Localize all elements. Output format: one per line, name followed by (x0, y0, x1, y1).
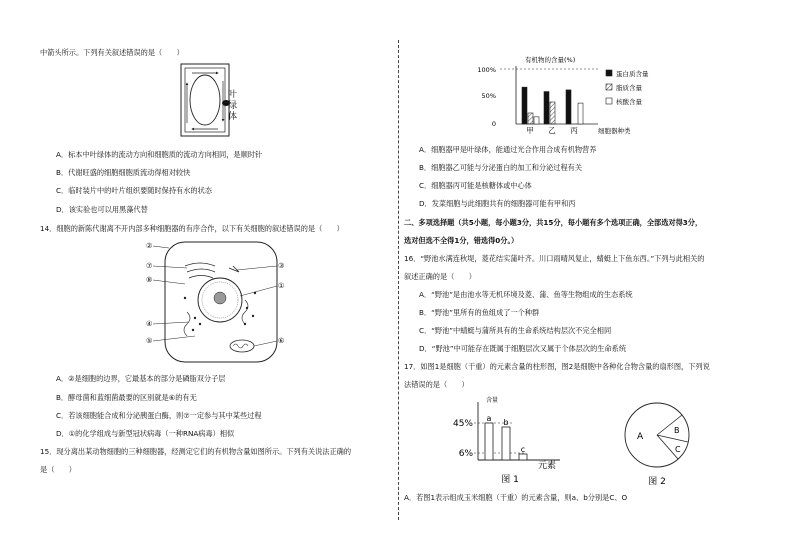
q14-option-b: B．酵母菌和蓝细菌最要的区别就是⑥的有无 (56, 393, 197, 402)
cell-label-2: ② (146, 241, 153, 250)
q15-option-d: D．发菜细胞与此细胞共有的细胞器可能有甲和丙 (419, 199, 576, 208)
q13-option-b: B．代谢旺盛的细胞细胞质流动得相对较快 (56, 168, 191, 177)
bar-甲-核酸含量 (534, 117, 539, 124)
cell-label-4: ④ (146, 319, 153, 328)
cell-label-6: ⑥ (278, 336, 285, 345)
cell-label-8: ⑧ (146, 275, 153, 284)
cell-label-3: ③ (278, 261, 285, 270)
fig1-tick-45: 45% (452, 419, 473, 429)
pie-divider-2 (657, 435, 688, 442)
legend-swatch-蛋白质含量 (606, 70, 612, 76)
q17-stem-line2: 法错误的是（ ） (404, 380, 469, 389)
cell-membrane (185, 68, 225, 132)
vacuole (190, 75, 220, 125)
chart-xlabel: 细胞器种类 (598, 127, 631, 135)
figure-2-compound-pie (622, 400, 702, 490)
q13-option-a: A．标本中叶绿体的流动方向和细胞质的流动方向相同，是顺时针 (56, 150, 263, 159)
bar-甲-蛋白质含量 (522, 87, 527, 124)
q16-option-b: B．“野池”里所有的鱼组成了一个种群 (419, 308, 540, 317)
leaf-cell-figure (180, 63, 260, 138)
q13-intro: 中箭头所示。下列有关叙述错误的是（ ） (40, 48, 184, 57)
q16-stem-line1: 16．“野池水满连秋堤，菱花结实蒲叶齐。川口雨晴风复止，蜻蜓上下鱼东西。”下列与此相关的 (404, 254, 705, 263)
q14-option-a: A．②是细胞的边界，它最基本的部分是磷脂双分子层 (56, 374, 226, 383)
x-tick-丙: 丙 (570, 126, 578, 135)
bar-乙-脂质含量 (550, 102, 555, 124)
bar-丙-核酸含量 (578, 103, 583, 124)
bar-c-label: c (520, 445, 526, 454)
animal-cell-figure (145, 238, 295, 368)
fig1-ylabel: 含量 (486, 397, 499, 404)
pie-label-a: A (637, 432, 644, 442)
q15-option-a: A．细胞器甲是叶绿体，能通过光合作用合成有机物营养 (419, 145, 597, 154)
fig1-tick-6: 6% (458, 449, 473, 459)
legend-label-脂质含量: 脂质含量 (616, 84, 642, 92)
q14-option-c: C．若该细胞能合成和分泌胰蛋白酶，则⑦一定参与其中某些过程 (56, 411, 262, 420)
bar-a-label: a (486, 414, 492, 423)
q15-stem-line2: 是（ ） (40, 465, 76, 474)
legend-swatch-脂质含量 (606, 84, 612, 90)
q16-stem-line2: 叙述正确的是（ ） (404, 272, 476, 281)
legend-swatch-核酸含量 (606, 98, 612, 104)
q14-option-d: D．①的化学组成与新型冠状病毒（一种RNA病毒）相似 (56, 429, 235, 438)
x-tick-乙: 乙 (548, 126, 556, 135)
nucleolus (214, 292, 226, 304)
bar-甲-脂质含量 (528, 113, 533, 124)
legend-label-蛋白质含量: 蛋白质含量 (616, 70, 649, 78)
y-tick-0: 0 (491, 120, 496, 128)
section-title: 二、多项选择题（共5小题，每小题3分，共15分，每小题有多个选项正确，全部选对得3分， (404, 218, 703, 227)
bar-b (502, 427, 510, 460)
legend-label-核酸含量: 核酸含量 (616, 98, 642, 106)
q16-option-d: D．“野池”中可能存在既属于细胞层次又属于个体层次的生命系统 (419, 344, 627, 353)
section-note: 选对但选不全得1分，错选得0分。） (404, 236, 519, 245)
pie-label-c: C (675, 445, 681, 454)
figure-1-element-bars (440, 394, 580, 484)
centriole (229, 266, 239, 272)
column-divider (398, 40, 399, 520)
y-tick-100: 100% (477, 66, 496, 74)
y-tick-50: 50% (481, 92, 496, 100)
q16-option-c: C．“野池”中蜻蜓与蒲所具有的生命系统结构层次不完全相同 (419, 326, 612, 335)
cell-label-1: ① (278, 281, 285, 290)
fig1-xlabel: 元素 (538, 461, 557, 471)
fig2-caption: 图 2 (648, 477, 666, 487)
pie-label-b: B (674, 426, 680, 435)
x-tick-甲: 甲 (526, 126, 534, 135)
q13-option-c: C．临时装片中的叶片组织要随时保持有水的状态 (56, 186, 212, 195)
bar-c (519, 454, 527, 460)
chloroplast-label: 叶绿体 (228, 90, 238, 122)
organelle-bar-chart (470, 56, 670, 138)
q15-option-b: B．细胞器乙可能与分泌蛋白的加工和分泌过程有关 (419, 163, 583, 172)
bar-丙-蛋白质含量 (566, 90, 571, 124)
bar-a (485, 423, 493, 460)
mitochondrion (230, 340, 254, 352)
q15-stem-line1: 15．现分离出某动物细胞的三种细胞器，经测定它们的有机物含量如图所示。下列有关说法正确的 (40, 447, 352, 456)
golgi (185, 263, 215, 278)
chart-ylabel: 有机物的含量(%) (525, 56, 576, 64)
q13-option-d: D．该实验也可以用黑藻代替 (56, 205, 148, 214)
q17-option-a: A．若图1表示组成玉米细胞（干重）的元素含量，则a、b分别是C、O (404, 493, 628, 502)
q17-stem-line1: 17．如图1是细胞（干重）的元素含量的柱形图，图2是细胞中各种化合物含量的扇形图，下列说 (404, 362, 710, 371)
q15-option-c: C．细胞器丙可能是核糖体或中心体 (419, 181, 532, 190)
cell-label-5: ⑤ (146, 336, 153, 345)
cell-label-7: ⑦ (146, 261, 153, 270)
q16-option-a: A．“野池”是由池水等无机环境及菱、蒲、鱼等生物组成的生态系统 (419, 290, 633, 299)
fig1-caption: 图 1 (501, 475, 519, 485)
bar-b-label: b (503, 418, 509, 427)
bar-乙-蛋白质含量 (544, 92, 549, 124)
q14-stem: 14．细胞的新陈代谢离不开内部多种细胞器的有序合作，以下有关细胞的叙述错误的是（ ） (40, 224, 344, 233)
